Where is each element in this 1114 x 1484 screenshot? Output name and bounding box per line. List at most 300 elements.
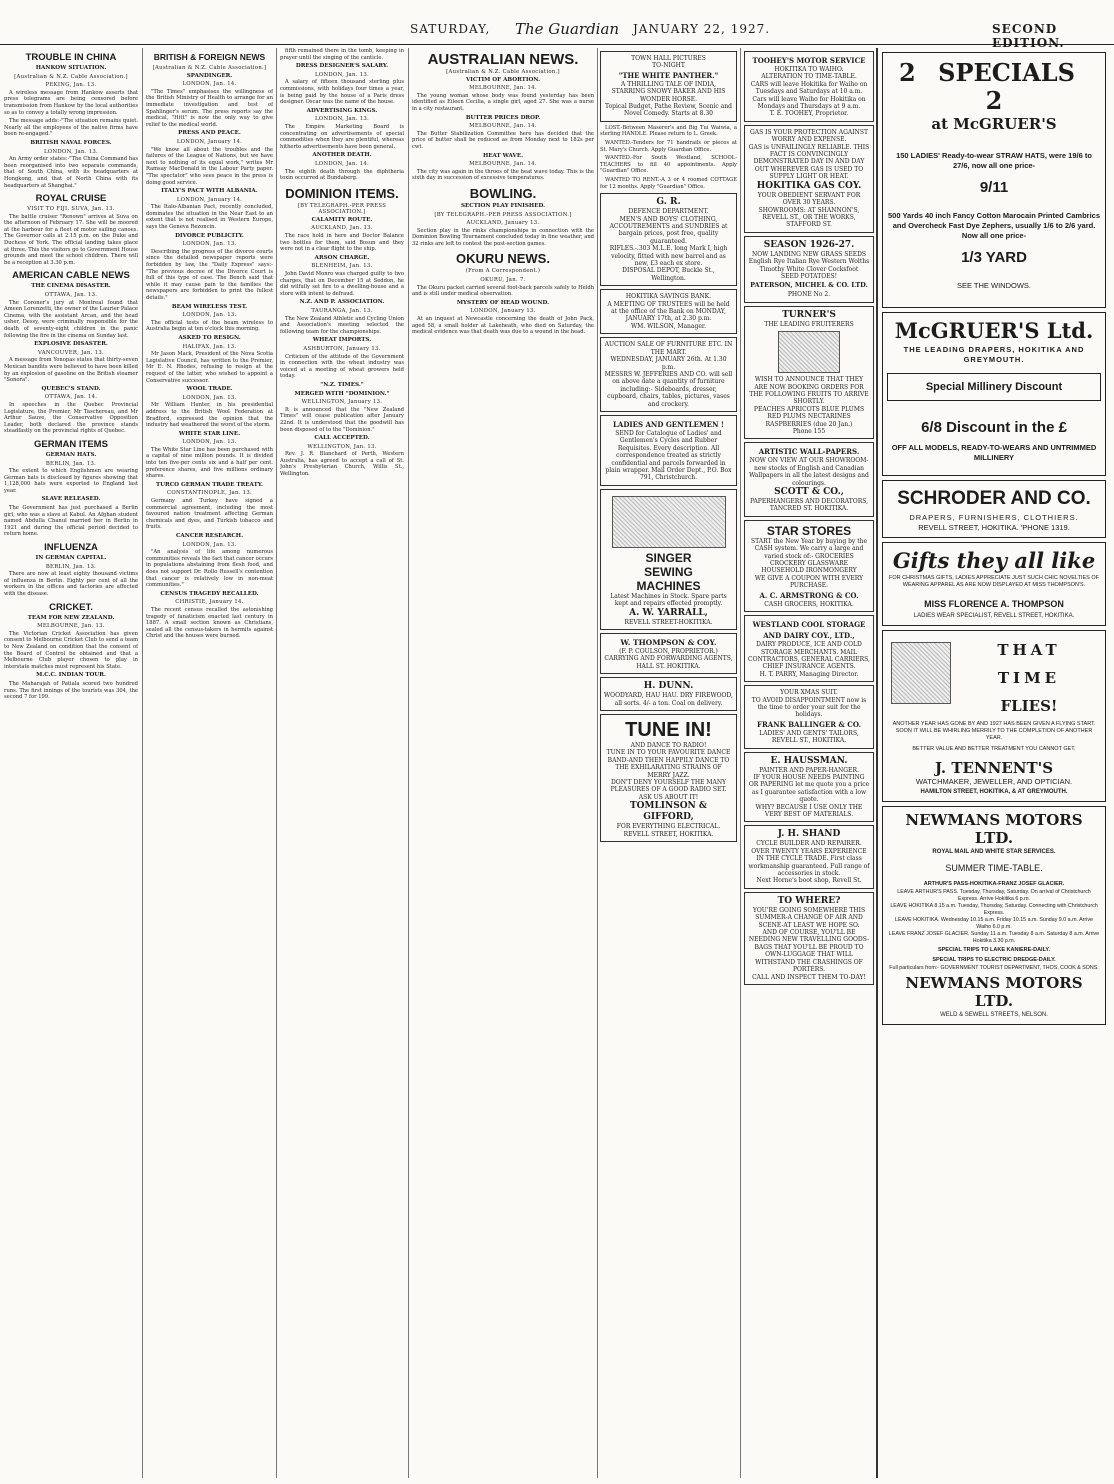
dateline: LONDON, Jan. 13. [182, 541, 237, 548]
masthead-edition: SECOND EDITION. [992, 22, 1065, 50]
ad-title: LADIES AND GENTLEMEN ! [612, 419, 725, 429]
specials-number: 2 [985, 86, 1003, 115]
dateline: WELLINGTON, Jan. 13. [307, 443, 377, 450]
ad-text: FOR CHRISTMAS GIFTS, LADIES APPRECIATE JUST SUCH CHIC NOVELTIES OF WEARING APPAREL AS ARE NOW DISPLAYED AT MISS THOMPSON'S. [889, 575, 1099, 588]
ad-town-hall-pictures [600, 51, 737, 122]
ad-text: A THRILLING TALE OF INDIA, STARRING SNOWY BAKER AND HIS WONDER HORSE. [611, 80, 726, 103]
ad-turners [744, 306, 874, 440]
ad-text: FOR EVERYTHING ELECTRICAL. [616, 823, 721, 831]
article-text: The young woman whose body was found yesterday has been identified as Eileen Cecilia, a single girl, aged 27. She was a nurse in a city restaurant. [412, 92, 594, 112]
specials-number: 2 [899, 58, 916, 87]
ad-title: NEWMANS MOTORS LTD. [905, 811, 1083, 847]
ad-newmans-motors [882, 806, 1106, 1025]
ad-text: 500 Yards 40 inch Fancy Cotton Marocain Printed Cambrics and Overcheck Fast Dye Zephers, usually 1/6 to 2/6 yard. Now all one price- [887, 211, 1100, 240]
credit: [Australian & N.Z. Cable Association.] [152, 65, 267, 71]
ad-title: McGRUER'S Ltd. [894, 318, 1094, 343]
ad-title: SCHRODER AND CO. [897, 488, 1091, 509]
article-text: The Victorian Cricket Association has given consent to Melbourne Cricket Club to send a team to New Zealand on condition that the consent of the Board of Control be obtained and that a Melbourne Club player chosen to play in interstate matches must represent his State. [4, 630, 138, 670]
ad-title: HOKITIKA GAS COY. [756, 180, 862, 191]
ad-singer [600, 489, 737, 630]
ad-text: IF YOUR HOUSE NEEDS PAINTING OR PAPERING let me quote you a price as I guarantee satisfaction with a low quote. [748, 773, 870, 804]
ad-text: WELD & SEWELL STREETS, NELSON. [940, 1012, 1048, 1018]
headline-german-items: GERMAN ITEMS [34, 438, 108, 450]
ad-title: A. C. ARMSTRONG & CO. [759, 590, 859, 600]
subhead: ASKED TO RESIGN. [178, 334, 241, 341]
article-text: "An analysis of life among numerous communities reveals the fact that cancer occurs in populations abstaining from flesh food, and does not support Dr. Rollo Russell's contention that cancer is relatively low in non-meat communities." [146, 549, 273, 589]
dateline: WELLINGTON, January 13. [301, 399, 383, 406]
ad-label: SEED POTATOES! [780, 272, 838, 280]
dateline: LONDON, Jan. 14. [314, 160, 370, 167]
timetable-text: LEAVE ARTHUR'S PASS. Tuesday, Thursday, Saturday. On arrival of Christchurch Express. Arrive Hokitika 6 p.m. [897, 889, 1091, 902]
article-text: The White Star Line has been purchased with a capital of nine million pounds. It is divided into ten five-per cents six and a half per cent. preference shares, and five millions ordinary shares. [146, 446, 273, 480]
ad-label: SPECIAL TRIPS TO ELECTRIC DREDGE-DAILY. [932, 957, 1056, 963]
ad-title: SINGER [645, 550, 692, 565]
subhead: BRITISH NAVAL FORCES. [30, 139, 112, 146]
ad-text: MEN'S AND BOYS' CLOTHING, ACCOUTREMENTS and SUNDRIES at bargain prices, post free, quality guaranteed. [609, 215, 728, 245]
ad-text: (F. P. COULSON, PROPRIETOR.) [619, 648, 718, 655]
ad-text: 150 LADIES' Ready-to-wear STRAW HATS, were 19/6 to 27/6, now all one price- [896, 151, 1092, 170]
subhead: IN GERMAN CAPITAL. [35, 555, 107, 562]
ad-savings-bank [600, 289, 737, 334]
dateline: LONDON, Jan. 13. [182, 241, 237, 248]
ad-text: DISPOSAL DEPOT, Buckle St., Wellington. [622, 267, 715, 282]
ad-text: T. E. TOOHEY, Proprietor. [769, 110, 849, 118]
subhead: SECTION PLAY FINISHED. [460, 202, 546, 209]
headline-okuru-news: OKURU NEWS. [456, 251, 550, 267]
ad-title: G. R. [656, 197, 681, 208]
ad-text: YOU'RE GOING SOMEWHERE THIS SUMMER-A CHANGE OF AIR AND SCENE-AT LEAST WE HOPE SO. [752, 906, 866, 929]
ad-text: SEND for Catalogue of Ladies' and Gentlemen's Cycles and Rubber Requisites. Every description. All correspondence treated as strictly confidential and parcels forwarded in plain wrapper. Mail Order Dept., P.O. Box 791, Christchurch. [605, 429, 732, 482]
article-text: "We know all about the troubles and the failures of the League of Nations, but we have next to nothing of its equal work," writes Mr Ramsay MacDonald in the Labour Party paper. "The spectator" who sees peace in the press is doing good service. [146, 146, 273, 186]
subhead: PRESS AND PEACE. [178, 130, 241, 137]
ad-text: A MEETING OF TRUSTEES will be held at the office of the Bank on MONDAY, JANUARY 17th, at 2.30 p.m. [607, 300, 730, 323]
column-rule [276, 48, 277, 1478]
subhead: GERMAN HATS. [45, 451, 97, 458]
ad-text: TO AVOID DISAPPOINTMENT now is the time to order your suit for the holidays. [751, 696, 867, 719]
ad-text: AND OF COURSE, YOU'LL BE NEEDING NEW TRAVELLING GOODS-BAGS THAT YOU'LL BE PROUD TO OWN-LUGGAGE THAT WILL WITHSTAND THE CRASHINGS OF PORTERS. [748, 929, 870, 974]
ad-title: SCOTT & CO., [774, 487, 844, 498]
subhead: THE CINEMA DISASTER. [31, 283, 111, 290]
dateline: CHRISTIE, January 14. [175, 599, 244, 606]
ad-title: TURNER'S [782, 309, 836, 320]
dateline: OKURU, Jan. 7. [480, 277, 526, 284]
headline-american-cable: AMERICAN CABLE NEWS [12, 270, 130, 282]
subhead: N.Z. AND P. ASSOCIATION. [299, 299, 385, 306]
ad-label: SPECIAL TRIPS TO LAKE KANIERE-DAILY. [937, 947, 1051, 953]
subhead: BEAM WIRELESS TEST. [171, 303, 248, 310]
ad-label: YOUR XMAS SUIT. [780, 689, 838, 697]
ad-title: TOOHEY'S MOTOR SERVICE [752, 56, 866, 65]
ad-text: ANOTHER YEAR HAS GONE BY AND 1927 HAS BEEN GIVEN A FLYING START. SOON IT WILL BE WHIRLING MERRILY TO THE COMPLETION OF ANOTHER YEAR. [892, 721, 1096, 741]
subhead: ARSON CHARGE. [314, 254, 370, 261]
ad-title: "THE WHITE PANTHER." [618, 70, 719, 80]
ad-wall-papers [744, 442, 874, 516]
subhead: HANKOW SITUATION. [35, 65, 107, 71]
ad-text: WM. WILSON, Manager. [630, 322, 707, 330]
ad-label: CYCLE BUILDER AND REPAIRER. [756, 840, 862, 848]
column-3 [280, 48, 404, 1478]
ad-label: AUCTION SALE OF FURNITURE ETC. IN THE MART. [604, 341, 733, 356]
ad-title: A. W. YARRALL, [629, 607, 708, 618]
ad-title: H. DUNN. [643, 681, 694, 692]
headline-royal-cruise: ROYAL CRUISE [35, 193, 107, 205]
ad-text: HAMILTON STREET, HOKITIKA, & AT GREYMOUTH. [920, 789, 1068, 795]
ad-title [887, 59, 1101, 115]
ad-text: CARRYING AND FORWARDING AGENTS, HALL ST. HOKITIKA. [604, 655, 733, 670]
price: 1/3 YARD [961, 249, 1027, 266]
subhead: WOOL TRADE. [186, 386, 233, 393]
ad-season-seeds [744, 236, 874, 303]
masthead [0, 0, 1114, 50]
headline-cricket: CRICKET. [49, 601, 93, 613]
dateline: MELBOURNE, Jan. 14. [469, 161, 537, 168]
dateline: TAURANGA, Jan. 13. [311, 308, 373, 314]
ad-label: ALTERATION TO TIME-TABLE. [761, 73, 857, 81]
masthead-title: The Guardian [515, 20, 620, 38]
subhead: MYSTERY OF HEAD WOUND. [456, 299, 550, 306]
ad-text: MESSRS W. JEFFERIES AND CO. will sell on above date a quantity of furniture including:- Sideboards, dresser, cupboard, chairs, tables, pictures, vases and crockery. [604, 370, 733, 408]
column-1 [4, 48, 138, 1478]
ad-text: DON'T DENY YOURSELF THE MANY PLEASURES OF A GOOD RADIO SET. ASK US ABOUT IT! [610, 779, 727, 801]
ad-label: DEFENCE DEPARTMENT. [628, 208, 709, 216]
ad-dunn [600, 677, 737, 711]
credit: [BY TELEGRAPH.-PER PRESS ASSOCIATION.] [297, 202, 387, 216]
ad-text: OFF ALL MODELS, READY-TO-WEARS AND UNTRIMMED MILLINERY [891, 443, 1097, 462]
dateline: HALIFAX, Jan. 13. [182, 343, 237, 350]
article-text: The New Zealand Athletic and Cycling Union and Association's meeting selected the following team for the championships. [280, 315, 404, 335]
subhead: SLAVE RELEASED. [41, 496, 101, 503]
ad-label: HOKITIKA TO WAIHO. [774, 66, 844, 73]
ad-title: TIME [997, 669, 1061, 687]
article-text: Rev. J. R. Blanchard of Perth, Western Australia, has agreed to accept a call of St. John's Presbyterian Church, Willis St., Wellington. [280, 451, 404, 478]
dateline: MELBOURNE, Jan. 14. [469, 85, 537, 92]
article-text: The Italo-Albanian Pact, recently concluded, dominates the situation in the Near East to an extent that is not realised in Western Europe, says the Geneva Rezoncin. [146, 204, 273, 231]
subhead: SPANDINGER. [186, 72, 233, 79]
ad-text: LADIES WEAR SPECIALIST, REVELL STREET, HOKITIKA. [913, 613, 1075, 619]
ad-westland-storage [744, 615, 874, 682]
subhead: ADVERTISING KINGS. [306, 107, 378, 114]
article-text: The Coroner's jury at Montreal found that Ameen Lorenzetti, the owner of the Laurier Palace Cinema, with the assistant Arcan, and the head usher, Dessy, were criminally responsible for the death of seventy-eight children in the panic following the fire in the cinema on Sunday last. [4, 299, 138, 339]
article-text: It is announced that the "New Zealand Times" will cease publication after January 22nd. It is understood that the goodwill has been disposed of to the "Dominion." [280, 406, 404, 433]
ad-title: SEWING [644, 564, 693, 579]
ad-title: TUNE IN! [625, 719, 712, 742]
headline-australian-news: AUSTRALIAN NEWS. [427, 51, 579, 68]
ad-thompson-carrying [600, 633, 737, 674]
article-text: A wireless message from Hankow asserts that press telegrams are being censored before transmission from Hankow by the local authorities so as to convey a totally wrong impression. [4, 89, 138, 116]
subhead: HEAT WAVE. [482, 152, 524, 159]
subhead: "N.Z. TIMES." [320, 381, 364, 388]
subhead: EXPLOSIVE DISASTER. [34, 341, 108, 348]
ad-text: PAPERHANGERS AND DECORATORS, TANCRED ST. HOKITIKA. [749, 498, 869, 513]
article-text: The message adds:-"The situation remains quiet. Nearly all the employees of the native firms have been re-engaged." [4, 118, 138, 138]
article-text: The extent to which Englishmen are wearing German hats is disclosed by figures showing that 1,128,000 hats were exported to England last year. [4, 468, 138, 494]
ad-label: TOWN HALL PICTURES [631, 55, 706, 62]
ad-text: WATCHMAKER, JEWELLER, AND OPTICIAN. [915, 777, 1073, 786]
article-text: Mr Jason Mack, President of the Nova Scotia Legislative Council, has written to the Premier, Mr E. N. Rhodes, refusing to resign at the request of the latter, who wished to appoint a Conservative successor. [146, 351, 273, 384]
dateline: MELBOURNE, Jan. 14. [469, 123, 537, 130]
dateline: LONDON, Jan. 13. [182, 394, 237, 401]
ad-text: THE LEADING DRAPERS, HOKITIKA AND GREYMOUTH. [903, 345, 1085, 364]
dateline: LONDON, Jan. 13. [43, 148, 99, 155]
ad-text: LADIES' AND GENTS' TAILORS, REVELL ST., HOKITIKA. [759, 729, 859, 745]
ad-title: TO WHERE? [777, 895, 841, 906]
ad-text: DAIRY PRODUCE, ICE AND COLD STORAGE MERCHANTS. MAIL CONTRACTORS, GENERAL CARRIERS, CHIEF INSURANCE AGENTS. [748, 641, 870, 671]
ad-title: NEWMANS MOTORS LTD. [905, 974, 1083, 1010]
credit: [BY TELEGRAPH.-PER PRESS ASSOCIATION.] [434, 211, 572, 218]
ad-label: AND DANCE TO RADIO! [630, 742, 707, 750]
article-text: Mr William Hunter, in his presidential address to the British Wool Federation at Bradford, expressed the opinion that the industry had weathered the worst of the storm. [146, 402, 273, 429]
article-text: The eighth death through the diphtheria toxin occurred at Bundaberg. [280, 168, 404, 182]
headline-british-foreign: BRITISH & FOREIGN NEWS [153, 52, 266, 62]
ad-title: MISS FLORENCE A. THOMPSON [924, 599, 1064, 609]
ad-title: FRANK BALLINGER & CO. [756, 719, 862, 729]
article-text: "The Times" emphasises the willingness of the British Ministry of Health to arrange for an immediate investigation and test of Spahlinger's serum. The press reports say the medical, "Hitt" is now the only way to give relief to the medical world. [146, 88, 273, 128]
subhead: CENSUS TRAGEDY RECALLED. [160, 590, 259, 597]
article-text: The official tests of the beam wireless to Australia begin at ten o'clock this morning. [146, 319, 273, 333]
column-6 [880, 48, 1108, 1478]
subhead: CALL ACCEPTED. [314, 435, 370, 442]
article-text: There are now at least eighty thousand victims of influenza in Berlin. Eighty per cent of all the workers in the offices and factories are affected with the disease. [4, 571, 138, 597]
ad-text: WHY? BECAUSE I USE ONLY THE VERY BEST OF MATERIALS. [755, 803, 863, 818]
masthead-date: JANUARY 22, 1927. [633, 22, 771, 36]
subhead: M.C.C. INDIAN TOUR. [36, 672, 106, 679]
article-text: The Maharajah of Patiala scored two hundred runs. The first innings of the tourists was 304, the second 7 for 199. [4, 680, 138, 701]
column-rule [408, 48, 409, 1478]
ad-text: RIFLES.-.303 M.L.E. long Mark I, high velocity, fitted with new barrel and as new, £3 each ex store. [609, 245, 728, 268]
timetable-text: LEAVE HOKITIKA 8.15 a.m. Tuesday, Thursday, Saturday. Connecting with Christchurch Express. [890, 903, 1098, 916]
ad-text: H. T. PARRY, Managing Director. [759, 670, 859, 678]
ad-text: WEDNESDAY, JANUARY 26th. At 1.30 p.m. [610, 356, 727, 371]
article-text: Germany and Turkey have signed a commercial agreement, including the most favoured nation treatment affecting German chemicals and dyes, and Turkish tobacco and fruits. [146, 498, 273, 531]
ad-text: SEE THE WINDOWS. [956, 281, 1032, 290]
subhead: DIVORCE PUBLICITY. [175, 232, 244, 239]
dateline: ASHBURTON, January 13. [303, 345, 381, 352]
dateline: VISIT TO FIJI. SUVA, Jan. 13. [27, 206, 115, 213]
ad-time-flies [882, 630, 1106, 802]
headline-dominion-items: DOMINION ITEMS. [285, 185, 399, 201]
ad-star-stores [744, 520, 874, 612]
subhead: BUTTER PRICES DROP. [465, 114, 541, 121]
dateline: AUCKLAND, Jan. 13. [311, 225, 373, 232]
article-text: The Butter Stabilization Committee here has decided that the price of butter shall be reduced as from Monday next to 182s per cwt. [412, 130, 594, 150]
ad-text: Full particulars from:- GOVERNMENT TOURIST DEPARTMENT, THOS. COOK & SONS. [889, 965, 1099, 971]
ad-text: SHOWROOMS: AT SHANNON'S, REVELL ST., OR THE WORKS, STAFFORD ST. [758, 206, 860, 229]
ad-title: WESTLAND COOL STORAGE AND DAIRY COY., LTD., [752, 620, 866, 641]
subhead: TEAM FOR NEW ZEALAND. [27, 614, 115, 621]
ad-title: J. TENNENT'S [934, 759, 1054, 777]
dateline: PEKING, Jan. 13. [45, 82, 97, 89]
dateline: LONDON, Jan. 14. [182, 81, 237, 88]
classified: WANTED TO RENT.-A 3 or 4 roomed COTTAGE for 12 months. Apply "Guardian" Office. [600, 177, 737, 190]
ad-defence-department [600, 193, 737, 286]
ad-title: E. HAUSSMAN. [770, 755, 848, 766]
ad-title: J. H. SHAND [777, 829, 841, 840]
dateline: OTTAWA, Jan. 14. [44, 394, 98, 401]
ad-text: GAS is UNFAILINGLY RELIABLE. THIS FACT IS CONVINCINGLY DEMONSTRATED DAY IN AND DAY OUT WHEREVER GAS IS USED TO SUPPLY LIGHT OR HEAT. [748, 143, 870, 181]
subhead: ANOTHER DEATH. [312, 152, 372, 159]
ad-label: TO-NIGHT [652, 62, 685, 70]
ad-text: REVELL STREET-HOKITIKA. [624, 618, 713, 626]
credit: [Australian & N.Z. Cable Association.] [446, 69, 560, 75]
ad-title: FLIES! [1000, 697, 1058, 715]
ad-xmas-suit [744, 685, 874, 748]
ad-text: WISH TO ANNOUNCE THAT THEY ARE NOW BOOKING ORDERS FOR THE FOLLOWING FRUITS TO ARRIVE SHORTLY. [749, 376, 869, 406]
article-text: The Empire Marketing Board is concentrating on advertisements of special commodities when they are plentiful, whereas hitherto advertisements have been general. [280, 123, 404, 150]
timetable-text: LEAVE HOKITIKA. Wednesday 10.15 a.m. Friday 10.15 a.m. Sunday 9.0 a.m. Arrive Waiho 6.0 p.m. [895, 917, 1093, 930]
ad-label: GAS IS YOUR PROTECTION AGAINST WORRY AND EXPENSE. [750, 128, 868, 144]
dateline: OTTAWA, Jan. 13. [44, 292, 98, 299]
ad-label: ARTHUR'S PASS-HOKITIKA-FRANZ JOSEF GLACIER. [923, 881, 1065, 887]
sewing-machine-illustration [612, 496, 726, 548]
article-text: Section play in the rinks championships in connection with the Dominion Bowling Tournament concluded today in fine weather, and 32 rinks are left to contest the post-section games. [412, 227, 594, 247]
ad-text: English Rye Italian Rye Western Wolths Timothy White Clover Cocksfoot [748, 258, 870, 273]
article-text: The city was again in the throes of the heat wave today. This is the sixth day in succession of excessive temperatures. [412, 168, 594, 182]
classified: LOST.-Between Maserer's and Big Tui Waiwia, a sterling HANDLE. Please return to L. Greek. [600, 124, 737, 138]
ad-toohey-motor [744, 51, 874, 122]
subhead: ITALY'S PACT WITH ALBANIA. [161, 188, 258, 195]
ad-title: SEASON 1926-27. [763, 239, 855, 250]
price: 9/11 [979, 179, 1009, 196]
ad-text: Phone 155 [792, 428, 826, 435]
ad-label: SUMMER TIME-TABLE. [945, 863, 1043, 873]
ad-mcgruers [882, 312, 1106, 476]
column-rule [740, 48, 741, 1478]
ad-text: TUNE IN TO YOUR FAVOURITE DANCE BAND-AND THEN HAPPILY DANCE TO THE EXHILARATING STRAINS OF MERRY JAZZ. [606, 749, 731, 779]
article-text: A salary of fifteen thousand sterling plus commissions, with holidays four times a year, is being paid by the house of a Paris dress designer. Oscar was the name of the house. [280, 79, 404, 106]
column-5 [600, 48, 737, 1478]
dateline: LONDON, Jan. 13. [314, 71, 370, 78]
specials-word: SPECIALS [938, 58, 1075, 87]
ad-to-where [744, 892, 874, 985]
dateline: LONDON, Jan. 13. [182, 439, 237, 446]
ad-haussman [744, 752, 874, 823]
headline-china: TROUBLE IN CHINA [25, 52, 117, 63]
ad-shand [744, 825, 874, 888]
ad-text: REVELL STREET, HOKITIKA. 'PHONE 1319. [918, 523, 1070, 532]
ad-title: Gifts they all like [892, 548, 1096, 573]
column-4 [412, 48, 594, 1478]
ad-title: MACHINES [636, 578, 701, 593]
ad-text: WE GIVE A COUPON WITH EVERY PURCHASE. [754, 574, 864, 590]
ad-label: PAINTER AND PAPER-HANGER. [759, 766, 859, 774]
ad-gas [744, 125, 874, 233]
classified: WANTED.-For South Westland, SCHOOL-TEACHERS to fill 40 appointments. Apply "Guardian" Office. [600, 155, 737, 175]
ad-text: ROYAL MAIL AND WHITE STAR SERVICES. [932, 849, 1056, 855]
ad-text: BETTER VALUE AND BETTER TREATMENT YOU CANNOT GET. [912, 746, 1076, 752]
ad-title: TOMLINSON & GIFFORD, [629, 801, 708, 823]
ad-text: RASPBERRIES (due 20 Jan.) [765, 420, 853, 428]
article-text: The Okuru packet carried several foot-back parcels safely to Heldh and is still under medical observation. [412, 284, 594, 298]
ad-label: THE LEADING FRUITERERS [764, 320, 854, 328]
ad-text: DRAPERS, FURNISHERS, CLOTHIERS. [909, 513, 1079, 522]
subhead: DRESS DESIGNER'S SALARY. [295, 63, 389, 70]
subhead: QUEBEC'S STAND. [41, 385, 101, 392]
ad-title: PATERSON, MICHEL & CO. LTD. [750, 281, 868, 290]
subhead: CALAMITY ROUTE. [311, 216, 373, 223]
masthead-day: SATURDAY, [410, 22, 491, 36]
dateline: LONDON, Jan. 13. [314, 116, 370, 123]
column-rule [876, 48, 878, 1478]
ad-text: OVER TWENTY YEARS EXPERIENCE IN THE CYCLE TRADE. First class workmanship guaranteed. Full range of accessories in stock. [748, 847, 870, 878]
dateline: LONDON, January 14. [176, 196, 243, 203]
dateline: LONDON, January 14. [176, 138, 243, 145]
dateline: BERLIN, Jan. 13. [45, 460, 97, 467]
article-text: An Army order states:-"The China Command has been reorganised into two separate commands, that of South China, with its headquarters at Hongkong, and that of North China with its headquarters at Shanghai." [4, 156, 138, 189]
column-2 [146, 48, 273, 1478]
ad-title: W. THOMPSON & COY. [620, 638, 717, 647]
article-text: At an inquest at Newcastle concerning the death of John Pack, aged 58, a small holder at Lakeheath, who died on Saturday, the medical evidence was that death was due to a wound in the head. [412, 316, 594, 336]
subhead: TURCO GERMAN TRADE TREATY. [156, 481, 263, 488]
article-text: The Government has just purchased a Berlin girl, who was a slave at Kabul. An Afghan student named Abdulla Chanul married her in Berlin in 1921 and during the official period decided to return home. [4, 505, 138, 538]
article-text: A message from Yonopas states that thirty-seven Mexican bandits were believed to have been killed by an explosion of gasoline on the British steamer "Sonora". [4, 357, 138, 384]
ad-gifts [882, 542, 1106, 626]
ad-tune-in [600, 714, 737, 842]
ad-schroder [882, 480, 1106, 538]
article-text: In speeches in the Quebec Provincial Legislature, the Premier, Mr Taschereau, and Mr Arthur Sauve, the Conservative Opposition Leader, both declared the province stands steadfastly on the provincial rights of Quebec. [4, 401, 138, 435]
dateline: CONSTANTINOPLE, Jan. 13. [167, 490, 252, 497]
ad-specials [882, 52, 1106, 308]
ad-text: CARS will leave Hokitika for Waiho on Tuesdays and Saturdays at 10 a.m. Cars will leave Waiho for Hokitika on Mondays and Thursdays at 9 a.m. [750, 80, 868, 111]
subhead: WHEAT IMPORTS. [312, 337, 372, 344]
classified: WANTED.-Tenders for 71 handrails or pieces at St. Mary's Church. Apply Guardian Office. [600, 140, 737, 153]
ad-title: STAR STORES [766, 523, 852, 538]
article-text: John David Monro was charged guilty to two charges, that on December 15 at Seddon, he did wilfully set fire to a dwelling-house and a store with intent to defraud. [280, 271, 404, 297]
clock-illustration [891, 642, 951, 704]
column-rule [597, 48, 598, 1478]
ad-text: REVELL STREET, HOKITIKA. [623, 830, 714, 838]
ad-text: PHONE No 2. [787, 291, 831, 299]
ad-title: THAT [997, 641, 1061, 659]
subhead: WHITE STAR LINE. [178, 430, 241, 437]
dateline: MELBOURNE, Jan. 13. [37, 623, 105, 630]
subhead: VICTIM OF ABORTION. [465, 76, 541, 83]
subhead: CANCER RESEARCH. [175, 533, 244, 539]
timetable-text: LEAVE FRANZ JOSEF GLACIER. Sunday 11 a.m. Tuesday 8 a.m. Saturday 8 a.m. Arrive Hokitika 3.30 p.m. [888, 931, 1100, 944]
ad-text: Topical Budget, Pathe Review, Scenic and Novel Comedy. Starts at 8.30 [604, 103, 732, 118]
ad-label: Special Millinery Discount [887, 373, 1101, 401]
ad-subtitle: at McGRUER'S [931, 115, 1057, 133]
headline-influenza: INFLUENZA [44, 542, 98, 554]
dateline: LONDON, January 13. [470, 308, 536, 315]
article-text: Describing the progress of the divorce courts since the detailed newspaper reports were forbidden by law, the "Daily Express" says:- "The previous decree of the Divorce Court is full of this type of case. The Bench said that while it may cause pain to the families the newspapers are forbidden to print the fullest details." [146, 248, 273, 301]
ad-label: HOKITIKA SAVINGS BANK. [625, 293, 712, 301]
article-text: Criticism of the attitude of the Government in connection with the wheat industry was voiced at a meeting of wheat growers held today. [280, 353, 404, 380]
column-5b [744, 48, 874, 1478]
ad-text: Latest Machines in Stock. Spare parts kept and repairs effected promptly. [610, 592, 727, 608]
credit: (From A Correspondent.) [465, 268, 541, 275]
dateline: AUCKLAND, January 13. [466, 220, 540, 227]
article-text: fifth remained there in the tomb, keeping in prayer until the singing of the canticle. [280, 48, 404, 61]
ad-text: NOW ON VIEW AT OUR SHOWROOM-new stocks of English and Canadian Wallpapers in all the latest designs and colourings. [749, 457, 869, 487]
article-text: The battle cruiser "Renown" arrives at Suva on the afternoon of February 17. She will be moored at the harbour for a fleet of motor sailing canoes. The Governor calls at 2.15 p.m. on the Duke and Duchess of York. The official landing takes place at three. This the visitors go to Government House grounds and meet the school children. There will be a reception at 3.30 p.m. [4, 213, 138, 266]
column-rule [142, 48, 143, 1478]
ad-text: PEACHES APRICOTS BLUE PLUMS RED PLUMS NECTARINES [753, 405, 865, 421]
ad-text: CASH GROCERS, HOKITIKA. [764, 600, 854, 608]
ad-text: CALL AND INSPECT THEM TO-DAY! [752, 973, 866, 981]
ad-label: NOW LANDING NEW GRASS SEEDS [751, 250, 867, 258]
article-text: The recent census recalled the astonishing tragedy of fanaticism enacted last century in 1887. A small section known as Christians, sealed all the census-takers in hermits against Christ and the houses were burned. [146, 606, 273, 640]
ad-label: 6/8 Discount in the £ [921, 419, 1067, 436]
dateline: LONDON, Jan. 13. [182, 312, 237, 319]
credit: [Australian & N.Z. Cable Association.] [14, 73, 128, 80]
ad-title: ARTISTIC WALL-PAPERS. [758, 447, 860, 457]
ad-text: YOUR OBEDIENT SERVANT FOR OVER 30 YEARS. [757, 191, 861, 207]
ad-text: WOODYARD, HAU HAU. DRY FIREWOOD, all sorts. 4/- a ton. Coal on delivery. [604, 692, 733, 707]
dateline: BLENHEIM, Jan. 13. [311, 263, 373, 270]
ad-text: START the New Year by buying by the CASH system. We carry a large and varied stock of:- GROCERIES CROCKERY GLASSWARE HOUSEHOLD IRONMONGERY [750, 537, 868, 575]
fruit-illustration [778, 331, 840, 373]
subhead: MERGED WITH "DOMINION." [294, 390, 390, 397]
